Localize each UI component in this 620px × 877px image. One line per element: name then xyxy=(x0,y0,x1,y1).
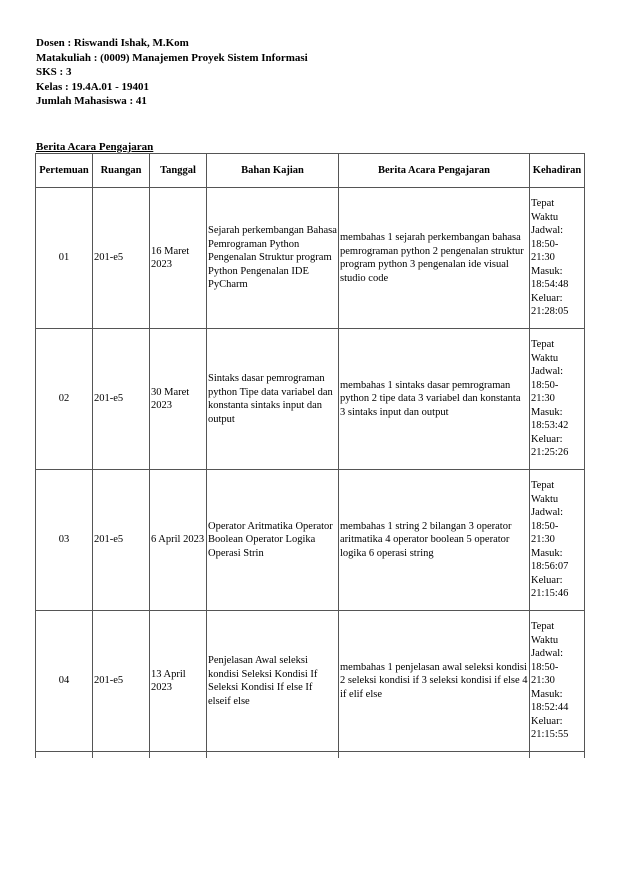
cell-bahan-kajian: Operator Aritmatika Operator Boolean Operator Logika Operasi Strin xyxy=(207,470,339,611)
col-header-bahan-kajian: Bahan Kajian xyxy=(207,154,339,188)
course-info-header xyxy=(36,36,308,109)
cell-tanggal: 6 April 2023 xyxy=(150,470,207,611)
continuation-cell xyxy=(530,752,585,759)
table-continuation-row xyxy=(36,752,585,759)
cell-kehadiran: Tepat Waktu Jadwal: 18:50- 21:30 Masuk: 18:56:07 Keluar: 21:15:46 xyxy=(530,470,585,611)
cell-pertemuan: 01 xyxy=(36,188,93,329)
credits-line: SKS : 3 xyxy=(36,66,72,78)
continuation-cell xyxy=(36,752,93,759)
table-row xyxy=(36,611,585,752)
table-row xyxy=(36,329,585,470)
cell-kehadiran: Tepat Waktu Jadwal: 18:50- 21:30 Masuk: 18:54:48 Keluar: 21:28:05 xyxy=(530,188,585,329)
table-row xyxy=(36,188,585,329)
cell-berita-acara: membahas 1 penjelasan awal seleksi kondisi 2 seleksi kondisi if 3 seleksi kondisi if else 4 if elif else xyxy=(339,611,530,752)
cell-bahan-kajian: Sejarah perkembangan Bahasa Pemrograman Python Pengenalan Struktur program Python Pengenalan IDE PyCharm xyxy=(207,188,339,329)
cell-ruangan: 201-e5 xyxy=(93,188,150,329)
cell-berita-acara: membahas 1 sejarah perkembangan bahasa pemrograman python 2 pengenalan struktur program python 3 pengenalan ide visual studio code xyxy=(339,188,530,329)
cell-tanggal: 16 Maret 2023 xyxy=(150,188,207,329)
cell-berita-acara: membahas 1 sintaks dasar pemrograman python 2 tipe data 3 variabel dan konstanta 3 sintaks input dan output xyxy=(339,329,530,470)
cell-tanggal: 30 Maret 2023 xyxy=(150,329,207,470)
col-header-berita-acara: Berita Acara Pengajaran xyxy=(339,154,530,188)
cell-tanggal: 13 April 2023 xyxy=(150,611,207,752)
section-title: Berita Acara Pengajaran xyxy=(36,141,154,153)
table-header-row xyxy=(36,154,585,188)
cell-bahan-kajian: Penjelasan Awal seleksi kondisi Seleksi Kondisi If Seleksi Kondisi If else If elseif else xyxy=(207,611,339,752)
class-line: Kelas : 19.4A.01 - 19401 xyxy=(36,80,150,93)
cell-ruangan: 201-e5 xyxy=(93,611,150,752)
continuation-cell xyxy=(150,752,207,759)
cell-kehadiran: Tepat Waktu Jadwal: 18:50- 21:30 Masuk: 18:53:42 Keluar: 21:25:26 xyxy=(530,329,585,470)
cell-pertemuan: 04 xyxy=(36,611,93,752)
continuation-cell xyxy=(93,752,150,759)
course-line: Matakuliah : (0009) Manajemen Proyek Sistem Informasi xyxy=(36,51,308,64)
cell-pertemuan: 03 xyxy=(36,470,93,611)
cell-bahan-kajian: Sintaks dasar pemrograman python Tipe data variabel dan konstanta sintaks input dan output xyxy=(207,329,339,470)
cell-kehadiran: Tepat Waktu Jadwal: 18:50- 21:30 Masuk: 18:52:44 Keluar: 21:15:55 xyxy=(530,611,585,752)
col-header-pertemuan: Pertemuan xyxy=(36,154,93,188)
student-count-line: Jumlah Mahasiswa : 41 xyxy=(36,95,147,107)
cell-ruangan: 201-e5 xyxy=(93,329,150,470)
cell-pertemuan: 02 xyxy=(36,329,93,470)
col-header-kehadiran: Kehadiran xyxy=(530,154,585,188)
cell-berita-acara: membahas 1 string 2 bilangan 3 operator aritmatika 4 operator boolean 5 operator logika 6 operasi string xyxy=(339,470,530,611)
col-header-ruangan: Ruangan xyxy=(93,154,150,188)
continuation-cell xyxy=(207,752,339,759)
lecturer-line: Dosen : Riswandi Ishak, M.Kom xyxy=(36,37,189,49)
col-header-tanggal: Tanggal xyxy=(150,154,207,188)
cell-ruangan: 201-e5 xyxy=(93,470,150,611)
table-row xyxy=(36,470,585,611)
continuation-cell xyxy=(339,752,530,759)
teaching-report-table xyxy=(35,153,585,758)
